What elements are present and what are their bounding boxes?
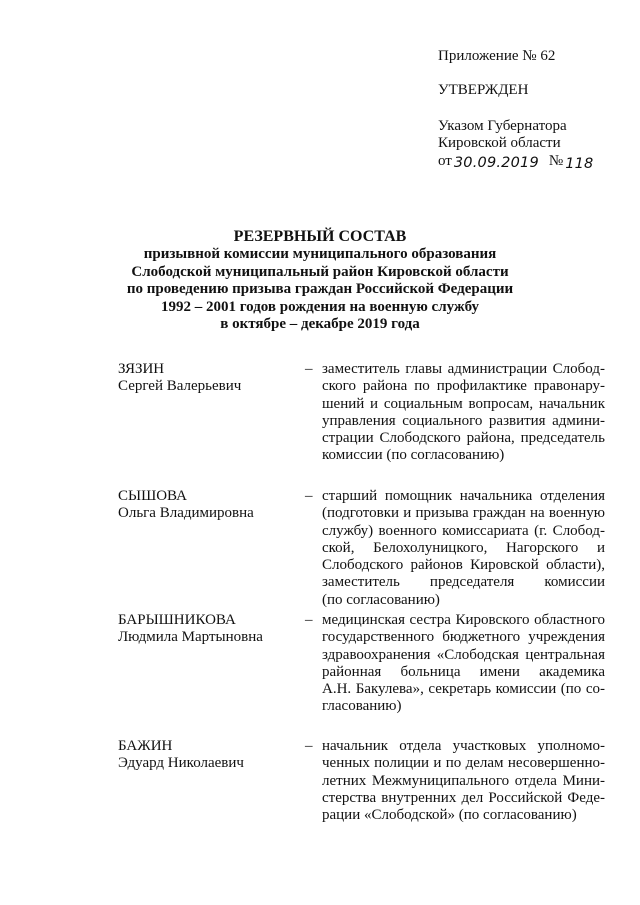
decree-date-handwritten: 30.09.2019 <box>453 154 539 171</box>
role-line: Слободского районов Кировской области), <box>322 557 605 574</box>
decree-date-line <box>438 153 628 170</box>
decree-number-handwritten: 118 <box>565 155 594 172</box>
role-line: заместитель главы администрации Слобод- <box>322 361 605 377</box>
subtitle-line: 1992 – 2001 годов рождения на военную службу <box>160 298 480 315</box>
role-line: А.Н. Бакулева», секретарь комиссии (по со- <box>322 681 605 698</box>
role-line: районная больница имени академика <box>322 663 605 680</box>
document-title: РЕЗЕРВНЫЙ СОСТАВ <box>233 228 407 245</box>
subtitle-line: по проведению призыва граждан Российской Федерации <box>126 281 514 298</box>
role-line: ского района по профилактике правонару- <box>322 378 605 395</box>
role-line: (подготовки и призыва граждан на военную <box>322 505 605 522</box>
decree-number-sign: № <box>548 152 564 169</box>
role-line: страции Слободского района, председатель <box>322 430 605 447</box>
member-person <box>118 361 298 396</box>
role-line: стерства внутренних дел Российской Феде- <box>322 789 605 806</box>
document-subtitle <box>80 246 560 334</box>
member-surname: БАРЫШНИКОВА <box>118 612 236 628</box>
role-line: шений и социальным вопросам, начальник <box>322 395 605 412</box>
member-dash: – <box>305 612 313 628</box>
member-role <box>322 361 605 465</box>
member-name: Ольга Владимировна <box>118 505 254 522</box>
decree-line-2: Кировской области <box>438 135 561 152</box>
role-line: старший помощник начальника отделения <box>322 488 605 504</box>
member-person <box>118 488 298 523</box>
role-line: (по согласованию) <box>322 591 440 608</box>
role-line: гласованию) <box>322 698 402 715</box>
member-name: Эдуард Николаевич <box>118 755 244 772</box>
role-line: заместитель председателя комиссии <box>322 574 605 591</box>
role-line: здравоохранения «Слободская центральная <box>322 646 605 663</box>
appendix-number: Приложение № 62 <box>438 48 556 64</box>
member-person <box>118 612 298 647</box>
member-surname: СЫШОВА <box>118 488 187 504</box>
members-list <box>0 361 640 838</box>
member-dash: – <box>305 361 313 377</box>
decree-reference <box>438 118 628 170</box>
role-line: рации «Слободской» (по согласованию) <box>322 807 577 824</box>
role-line: летних Межмуниципального отдела Мини- <box>322 772 605 789</box>
member-entry <box>0 488 640 612</box>
subtitle-line: Слободской муниципальный район Кировской области <box>131 263 509 280</box>
decree-line-1: Указом Губернатора <box>438 118 567 134</box>
member-role <box>322 612 605 716</box>
member-role <box>322 738 605 824</box>
member-dash: – <box>305 488 313 504</box>
member-role <box>322 488 605 609</box>
role-line: ченных полиции и по делам несовершенно- <box>322 755 605 772</box>
member-dash: – <box>305 738 313 754</box>
member-entry <box>0 612 640 738</box>
approved-label: УТВЕРЖДЕН <box>438 82 529 98</box>
role-line: ской, Белохолуницкого, Нагорского и <box>322 539 605 556</box>
decree-from-prefix: от <box>438 152 452 169</box>
role-line: государственного бюджетного учреждения <box>322 629 605 646</box>
role-line: управления социального развития админи- <box>322 412 605 429</box>
member-name: Людмила Мартыновна <box>118 629 263 646</box>
role-line: медицинская сестра Кировского областного <box>322 612 605 628</box>
subtitle-line: в октябре – декабре 2019 года <box>220 316 420 333</box>
member-name: Сергей Валерьевич <box>118 378 242 395</box>
member-surname: ЗЯЗИН <box>118 361 165 377</box>
subtitle-line: призывной комиссии муниципального образования <box>143 246 497 262</box>
role-line: начальник отдела участковых уполномо- <box>322 738 605 754</box>
role-line: службу) военного комиссариата (г. Слобод- <box>322 522 605 539</box>
member-surname: БАЖИН <box>118 738 173 754</box>
member-person <box>118 738 298 773</box>
member-entry <box>0 738 640 838</box>
member-entry <box>0 361 640 488</box>
role-line: комиссии (по согласованию) <box>322 447 505 464</box>
